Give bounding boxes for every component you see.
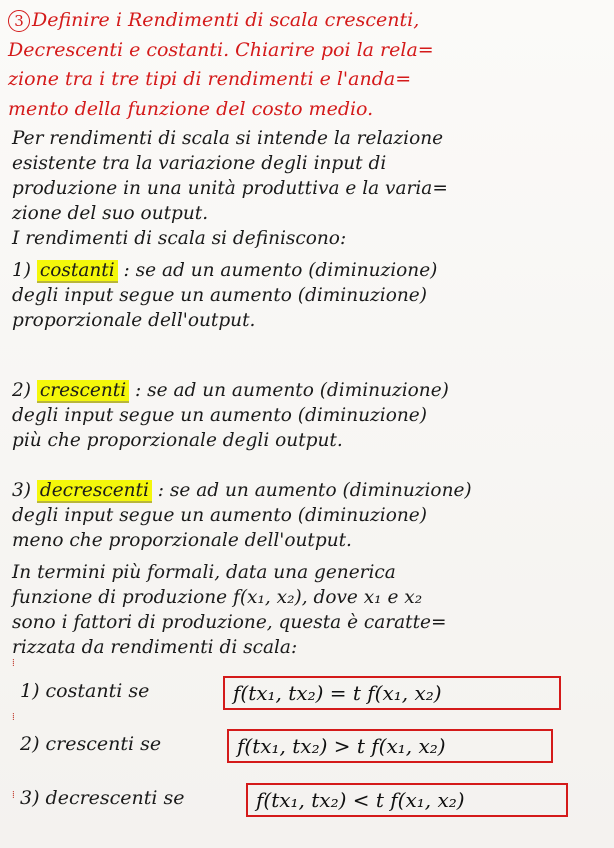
formula-label: 1) costanti se	[20, 680, 150, 702]
question-title	[8, 6, 608, 124]
title-line-4: mento della funzione del costo medio.	[8, 97, 374, 120]
definition-line: più che proporzionale degli output.	[12, 430, 343, 451]
definition-text: : se ad un aumento (diminuzione)	[157, 480, 472, 501]
formal-line: funzione di produzione f(x₁, x₂), dove x₁ e x₂	[12, 587, 423, 608]
formula-crescenti	[20, 729, 610, 765]
formula-costanti	[20, 676, 610, 712]
formal-line: sono i fattori di produzione, questa è caratte=	[12, 612, 447, 633]
definition-line: degli input segue un aumento (diminuzione)	[12, 405, 427, 426]
highlighted-term: crescenti	[37, 380, 129, 403]
definition-line: meno che proporzionale dell'output.	[12, 530, 352, 551]
definition-line: proporzionale dell'output.	[12, 310, 256, 331]
formal-line: rizzata da rendimenti di scala:	[12, 637, 298, 658]
definition-crescenti	[12, 378, 608, 453]
margin-mark: ⁞	[12, 658, 15, 669]
definition-line	[12, 258, 608, 283]
highlighted-term: costanti	[37, 260, 118, 283]
margin-mark: ⁞	[12, 790, 15, 801]
highlighted-term: decrescenti	[37, 480, 152, 503]
intro-line: produzione in una unità produttiva e la varia=	[12, 178, 448, 199]
intro-line: I rendimenti di scala si definiscono:	[12, 228, 347, 249]
title-line-3: zione tra i tre tipi di rendimenti e l'anda=	[8, 68, 412, 90]
definition-line	[12, 478, 608, 503]
question-number: 3	[8, 10, 30, 32]
definition-text: : se ad un aumento (diminuzione)	[135, 380, 449, 401]
formula-label: 3) decrescenti se	[20, 787, 185, 809]
definition-line: degli input segue un aumento (diminuzione)	[12, 285, 427, 306]
intro-line: Per rendimenti di scala si intende la relazione	[12, 128, 444, 149]
title-line-2: Decrescenti e costanti. Chiarire poi la rela=	[8, 38, 434, 61]
margin-mark: ⁞	[12, 712, 15, 723]
definition-line	[12, 378, 608, 403]
formula-box: f(tx₁, tx₂) > t f(x₁, x₂)	[227, 729, 553, 763]
formula-decrescenti	[20, 783, 610, 819]
definition-costanti	[12, 258, 608, 333]
formal-paragraph	[12, 560, 608, 660]
definition-number: 1)	[12, 260, 31, 281]
title-line-1	[8, 6, 608, 36]
formula-box: f(tx₁, tx₂) = t f(x₁, x₂)	[223, 676, 561, 710]
definition-number: 3)	[12, 480, 31, 501]
intro-paragraph	[12, 126, 608, 251]
formal-line: In termini più formali, data una generica	[12, 562, 396, 583]
definition-line: degli input segue un aumento (diminuzione)	[12, 505, 427, 526]
title-text-1: Definire i Rendimenti di scala crescenti,	[32, 9, 420, 31]
intro-line: zione del suo output.	[12, 203, 209, 224]
definition-text: : se ad un aumento (diminuzione)	[123, 260, 438, 281]
intro-line: esistente tra la variazione degli input di	[12, 153, 387, 174]
formula-label: 2) crescenti se	[20, 733, 162, 755]
definition-decrescenti	[12, 478, 608, 553]
definition-number: 2)	[12, 380, 31, 401]
formula-box: f(tx₁, tx₂) < t f(x₁, x₂)	[246, 783, 568, 817]
